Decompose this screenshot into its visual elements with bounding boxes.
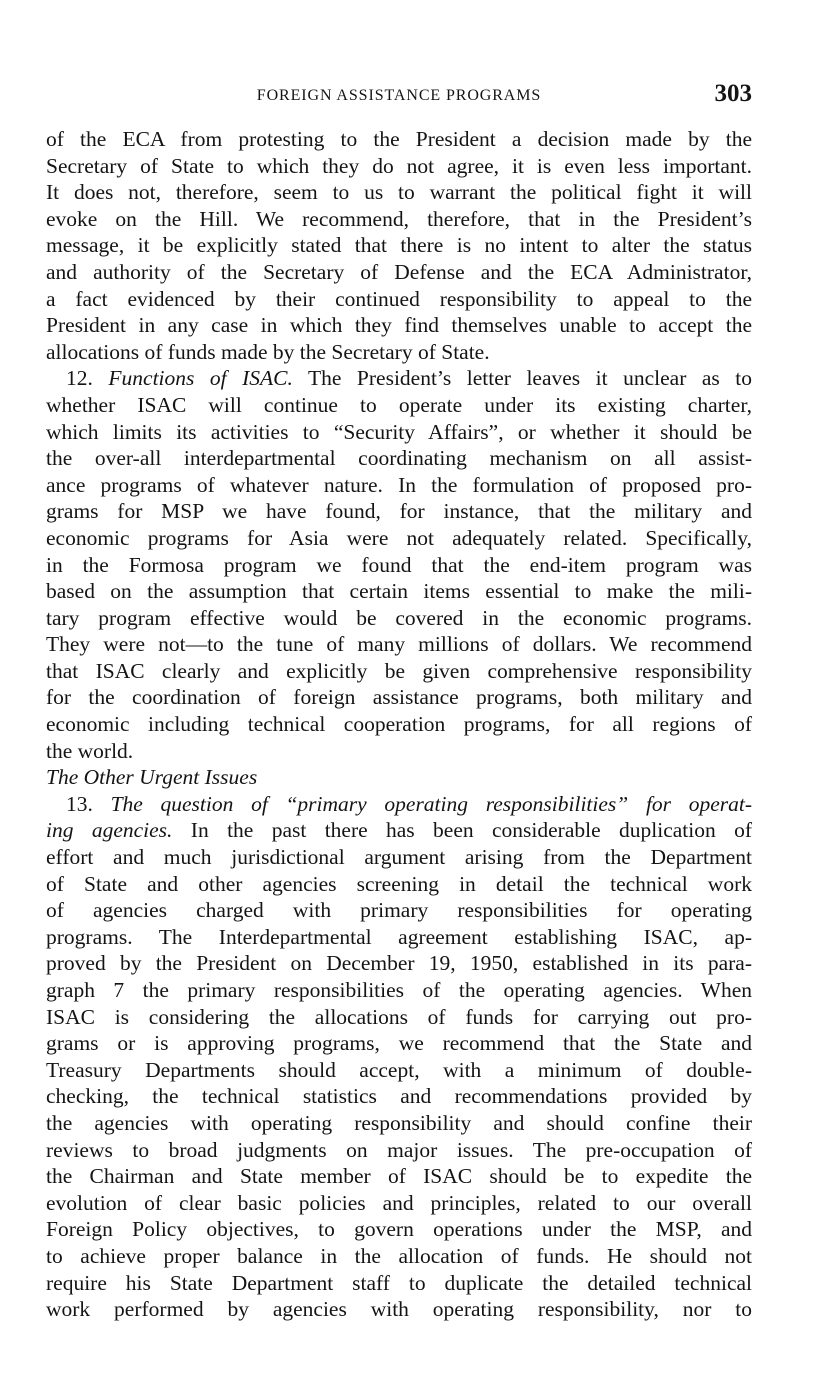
text-line [46, 1216, 752, 1243]
italic-text: The Other Urgent Issues [46, 765, 258, 790]
running-head: FOREIGN ASSISTANCE PROGRAMS [256, 87, 542, 104]
line-text: of State and other agencies screening in detail the technical work [46, 871, 752, 896]
text-line [46, 365, 752, 392]
text-line [46, 1270, 752, 1297]
text-line [46, 871, 752, 898]
page-number: 303 [714, 80, 752, 107]
line-text: evolution of clear basic policies and principles, related to our overall [46, 1190, 752, 1215]
line-text: require his State Department staff to duplicate the detailed technical [46, 1270, 752, 1295]
line-text: It does not, therefore, seem to us to warrant the political fight it will [46, 180, 752, 205]
text-line [46, 153, 752, 180]
text-line [46, 259, 752, 286]
text-line [46, 817, 752, 844]
text-line [46, 1083, 752, 1110]
text-line [46, 472, 752, 499]
text-line [46, 1163, 752, 1190]
line-text: a fact evidenced by their continued responsibility to appeal to the [46, 286, 752, 311]
line-text: the agencies with operating responsibility and should confine their [46, 1110, 752, 1135]
text-line [46, 232, 752, 259]
line-text: effort and much jurisdictional argument arising from the Department [46, 845, 752, 870]
text-line [46, 578, 752, 605]
text-line [46, 1004, 752, 1031]
line-text: allocations of funds made by the Secretary of State. [46, 339, 490, 364]
text-line [46, 658, 752, 685]
text-line [46, 631, 752, 658]
paragraph-number: 13. [66, 791, 111, 816]
line-text: tary program effective would be covered in the economic programs. [46, 605, 752, 630]
line-text: of the ECA from protesting to the President a decision made by the [46, 127, 752, 151]
text-line [46, 1137, 752, 1164]
text-line [46, 684, 752, 711]
line-text: economic including technical cooperation programs, for all regions of [46, 712, 752, 737]
text-line [46, 1030, 752, 1057]
line-text: that ISAC clearly and explicitly be given comprehensive responsibility [46, 658, 752, 683]
line-text: of agencies charged with primary responsibilities for operating [46, 898, 752, 923]
line-text: President in any case in which they find themselves unable to accept the [46, 313, 752, 338]
line-text: grams for MSP we have found, for instance, that the military and [46, 499, 752, 524]
line-text: Treasury Departments should accept, with a minimum of double- [46, 1057, 752, 1082]
line-text: Foreign Policy objectives, to govern operations under the MSP, and [46, 1217, 752, 1242]
line-text: to achieve proper balance in the allocation of funds. He should not [46, 1243, 752, 1268]
italic-text: Functions of ISAC. [108, 366, 293, 391]
page-header [46, 80, 752, 110]
line-text: The President’s letter leaves it unclear as to [292, 366, 753, 391]
text-line [46, 738, 752, 765]
text-line [46, 206, 752, 233]
text-line [46, 552, 752, 579]
line-text: grams or is approving programs, we recommend that the State and [46, 1031, 752, 1056]
text-line [46, 1243, 752, 1270]
line-text: for the coordination of foreign assistance programs, both military and [46, 685, 752, 710]
line-text: which limits its activities to “Security Affairs”, or whether it should be [46, 419, 752, 444]
text-line [46, 525, 752, 552]
text-line [46, 179, 752, 206]
italic-text: ing agencies. [46, 818, 173, 843]
paragraph-number: 12. [66, 366, 109, 391]
text-line [46, 286, 752, 313]
text-line [46, 1057, 752, 1084]
line-text: In the past there has been considerable duplication of [172, 818, 752, 843]
text-line [46, 605, 752, 632]
text-line [46, 791, 752, 818]
text-line [46, 339, 752, 366]
body-text [46, 126, 752, 1323]
line-text: programs. The Interdepartmental agreement establishing ISAC, ap- [46, 924, 752, 949]
text-line [46, 1296, 752, 1323]
italic-text: The question of “primary operating responsibilities” for operat- [110, 791, 753, 816]
text-line [46, 1110, 752, 1137]
text-line [46, 445, 752, 472]
text-line [46, 950, 752, 977]
line-text: whether ISAC will continue to operate under its existing charter, [46, 392, 752, 417]
line-text: the world. [46, 738, 134, 763]
line-text: They were not—to the tune of many millions of dollars. We recommend [46, 632, 752, 657]
line-text: work performed by agencies with operating responsibility, nor to [46, 1297, 752, 1322]
text-line [46, 764, 752, 791]
line-text: ance programs of whatever nature. In the formulation of proposed pro- [46, 472, 752, 497]
text-line [46, 711, 752, 738]
text-line [46, 498, 752, 525]
line-text: reviews to broad judgments on major issues. The pre-occupation of [46, 1137, 752, 1162]
line-text: proved by the President on December 19, 1950, established in its para- [46, 951, 752, 976]
line-text: ISAC is considering the allocations of funds for carrying out pro- [46, 1004, 752, 1029]
text-line [46, 844, 752, 871]
line-text: the Chairman and State member of ISAC should be to expedite the [46, 1164, 752, 1189]
line-text: based on the assumption that certain items essential to make the mili- [46, 579, 752, 604]
text-line [46, 1190, 752, 1217]
line-text: message, it be explicitly stated that there is no intent to alter the status [46, 233, 752, 258]
text-line [46, 392, 752, 419]
text-line [46, 977, 752, 1004]
text-line [46, 312, 752, 339]
line-text: and authority of the Secretary of Defense and the ECA Administrator, [46, 259, 752, 284]
line-text: in the Formosa program we found that the end-item program was [46, 552, 752, 577]
line-text: the over-all interdepartmental coordinating mechanism on all assist- [46, 446, 752, 471]
line-text: evoke on the Hill. We recommend, therefore, that in the President’s [46, 206, 752, 231]
text-line [46, 924, 752, 951]
text-line [46, 126, 752, 153]
line-text: checking, the technical statistics and recommendations provided by [46, 1084, 752, 1109]
line-text: economic programs for Asia were not adequately related. Specifically, [46, 525, 752, 550]
text-line [46, 419, 752, 446]
line-text: Secretary of State to which they do not agree, it is even less important. [46, 153, 752, 178]
text-line [46, 897, 752, 924]
line-text: graph 7 the primary responsibilities of the operating agencies. When [46, 978, 752, 1002]
